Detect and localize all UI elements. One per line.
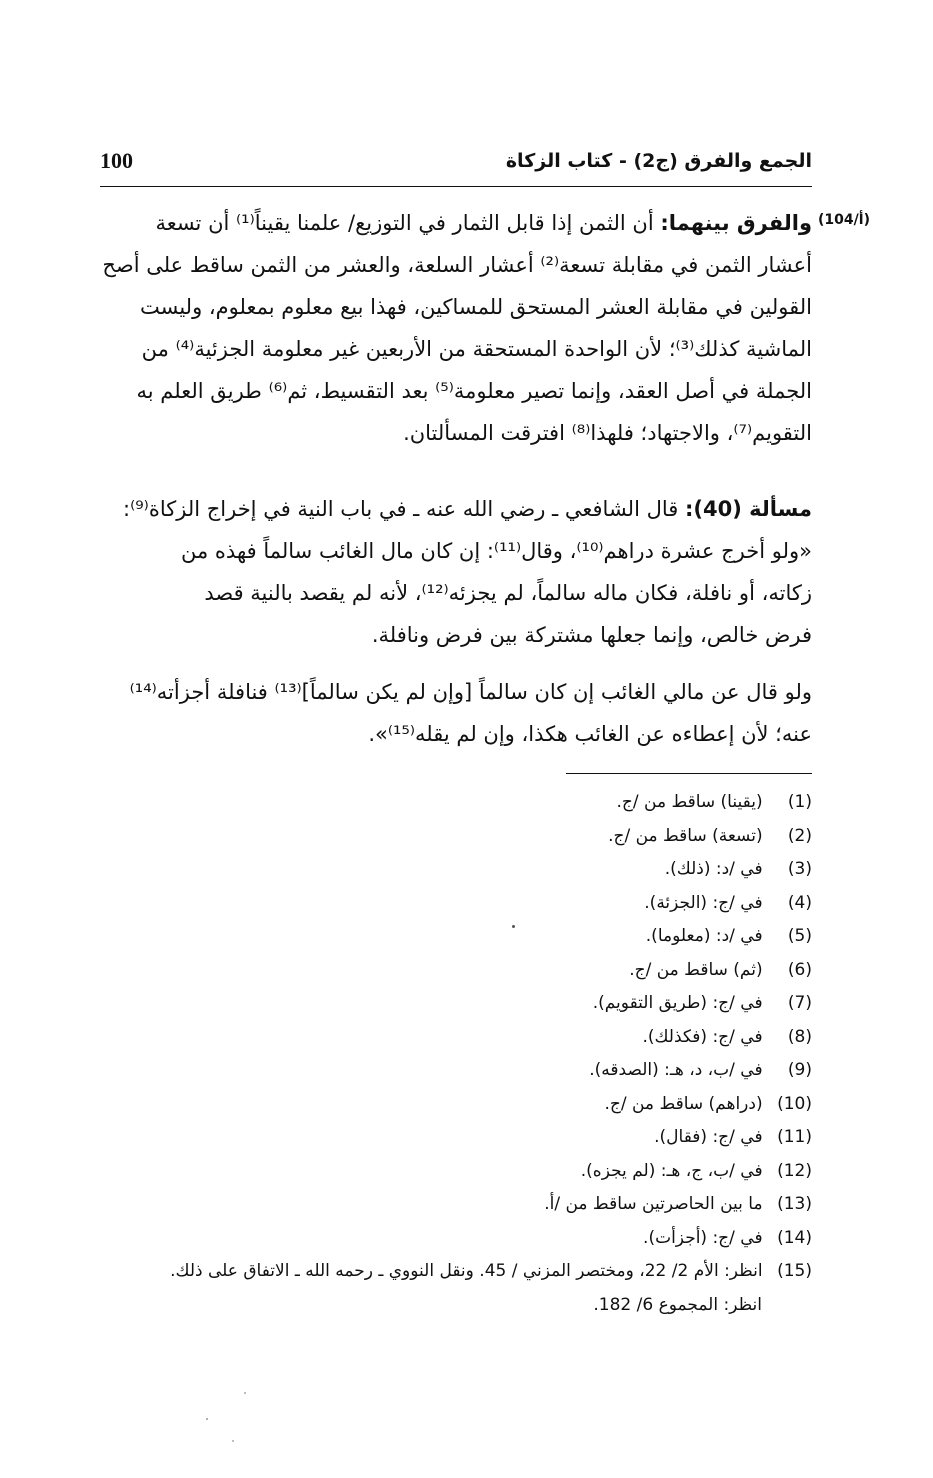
footnote: (8) في /ج: (فكذلك). — [642, 1026, 812, 1047]
footnote: (5) في /د: (معلوما). — [645, 926, 812, 946]
text-line: التقويم⁽⁷⁾، والاجتهاد؛ فلهذا⁽⁸⁾ افترقت المسألتان. — [403, 421, 812, 445]
footnote: (4) في /ج: (الجزئة). — [644, 892, 812, 913]
footnote: (12) في /ب، ج، هـ: (لم يجزه). — [580, 1160, 812, 1181]
text-line: أعشار الثمن في مقابلة تسعة⁽²⁾ أعشار السلعة، والعشر من الثمن ساقط على أصح — [102, 253, 812, 277]
text-line: الماشية كذلك⁽³⁾؛ لأن الواحدة المستحقة من الأربعين غير معلومة الجزئية⁽⁴⁾ من — [141, 337, 812, 361]
margin-reference: (104/أ) — [818, 212, 870, 228]
footnote: (9) في /ب، د، هـ: (الصدقه). — [589, 1060, 812, 1080]
text-line: مسألة (40): قال الشافعي ـ رضي الله عنه ـ في باب النية في إخراج الزكاة⁽⁹⁾: — [123, 497, 812, 521]
footnote: (10) (دراهم) ساقط من /ج. — [604, 1093, 812, 1114]
text-line: فرض خالص، وإنما جعلها مشتركة بين فرض ونافلة. — [371, 623, 812, 647]
text-line: «ولو أخرج عشرة دراهم⁽¹⁰⁾، وقال⁽¹¹⁾: إن كان مال الغائب سالماً فهذه من — [181, 539, 812, 563]
text-line: والفرق بينهما: أن الثمن إذا قابل الثمار في التوزيع/ علمنا يقيناً⁽¹⁾ أن تسعة — [155, 211, 812, 235]
scan-speck — [244, 1392, 246, 1394]
text-line: ولو قال عن مالي الغائب إن كان سالماً [وإن لم يكن سالماً]⁽¹³⁾ فنافلة أجزأته⁽¹⁴⁾ — [129, 680, 812, 704]
footnote: (1) (يقينا) ساقط من /ج. — [616, 792, 812, 812]
footnote-separator — [566, 773, 812, 774]
issue-heading: مسألة (40): — [684, 497, 812, 521]
paragraph-quote-continued — [100, 671, 812, 755]
footnote: (2) (تسعة) ساقط من /ج. — [608, 825, 812, 846]
running-title: الجمع والفرق (ج2) - كتاب الزكاة — [505, 150, 812, 172]
text-line: عنه؛ لأن إعطاءه عن الغائب هكذا، وإن لم يقله⁽¹⁵⁾». — [368, 722, 812, 746]
footnote: (13) ما بين الحاصرتين ساقط من /أ. — [544, 1194, 812, 1214]
scan-speck — [512, 925, 515, 928]
footnote: (14) في /ج: (أجزأت). — [643, 1227, 812, 1248]
lead-term: والفرق بينهما: — [660, 211, 812, 235]
footnote: (15) انظر: الأم 2/ 22، ومختصر المزني / 45. ونقل النووي ـ رحمه الله ـ الاتفاق على ذلك. — [170, 1261, 812, 1281]
footnote: (3) في /د: (ذلك). — [664, 859, 812, 879]
footnote: (11) في /ج: (فقال). — [654, 1127, 812, 1147]
page-number: 100 — [100, 148, 133, 173]
scan-speck — [232, 1440, 234, 1442]
footnote-continuation: انظر: المجموع 6/ 182. — [593, 1294, 762, 1315]
text-line: زكاته، أو نافلة، فكان ماله سالماً، لم يجزئه⁽¹²⁾، لأنه لم يقصد بالنية قصد — [204, 581, 812, 605]
paragraph-difference — [100, 202, 812, 454]
page-header — [100, 148, 812, 187]
paragraph-issue-40 — [100, 488, 812, 656]
footnotes — [100, 786, 812, 1322]
scan-speck — [206, 1418, 208, 1420]
footnote: (6) (ثم) ساقط من /ج. — [629, 959, 812, 980]
footnote: (7) في /ج: (طريق التقويم). — [592, 993, 812, 1013]
text-line: الجملة في أصل العقد، وإنما تصير معلومة⁽⁵⁾ بعد التقسيط، ثم⁽⁶⁾ طريق العلم به — [136, 379, 812, 403]
text-line: القولين في مقابلة العشر المستحق للمساكين، فهذا بيع معلوم بمعلوم، وليست — [139, 295, 812, 319]
